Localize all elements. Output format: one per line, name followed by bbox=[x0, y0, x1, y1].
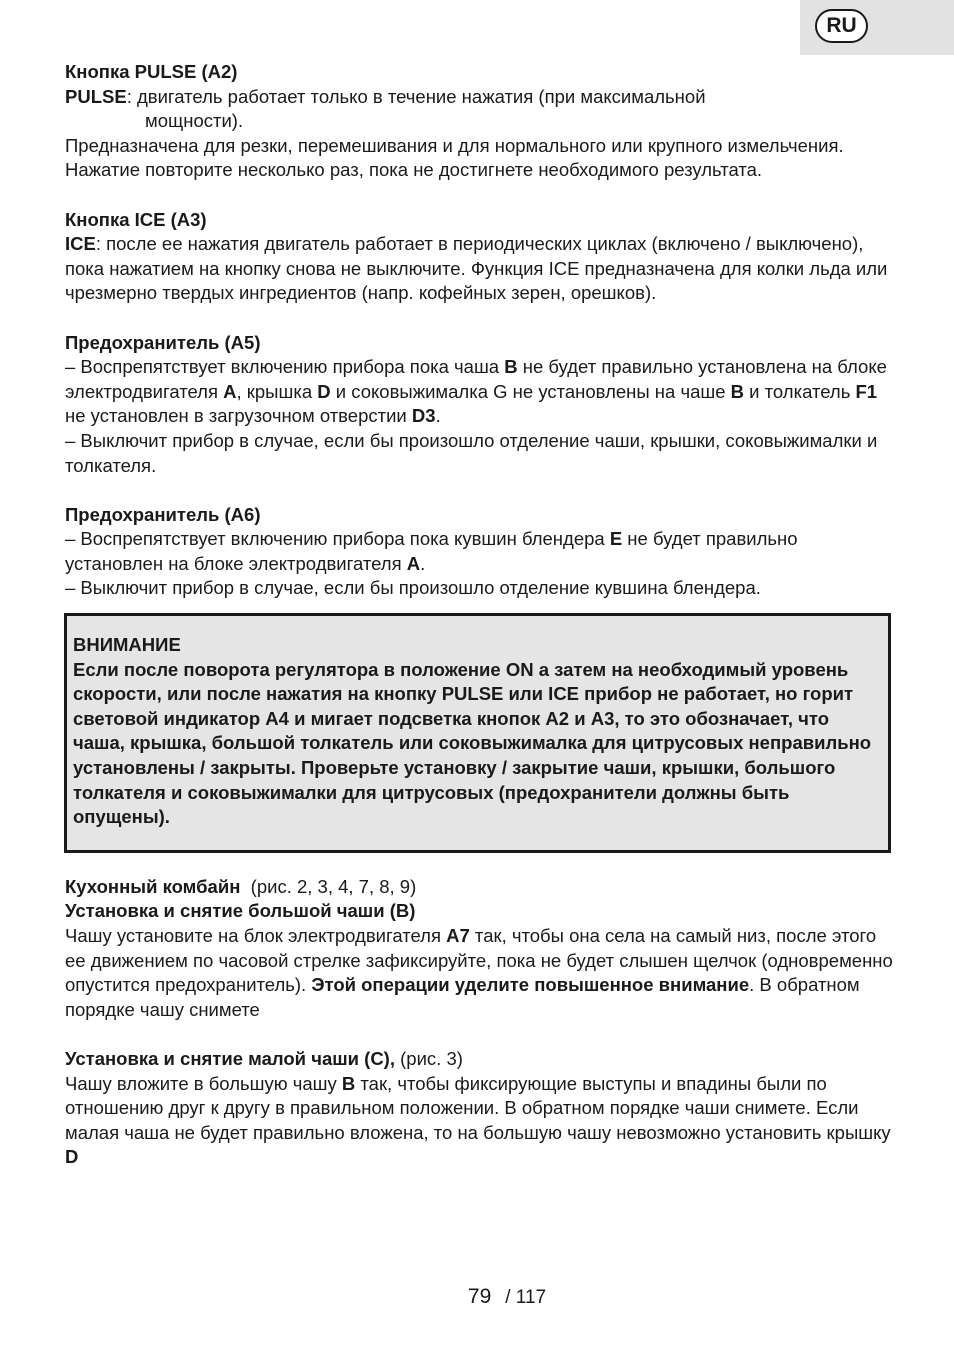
fuse-a5-line1: – Воспрепятствует включению прибора пока чаша B не будет правильно установлена на блоке электродвигателя A, крышка D и соковыжималка G не установлены на чаше B и толкатель F1 не установлен в загрузочном отверстии D3. bbox=[65, 356, 887, 427]
warning-title: ВНИМАНИЕ bbox=[73, 634, 181, 656]
page-content bbox=[65, 60, 895, 1170]
language-tab bbox=[800, 0, 954, 55]
page-total: / 117 bbox=[505, 1287, 547, 1308]
pulse-lead-continued: мощности). bbox=[145, 110, 244, 132]
pulse-heading: Кнопка PULSE (A2) bbox=[65, 61, 238, 82]
processor-heading: Кухонный комбайн (рис. 2, 3, 4, 7, 8, 9) bbox=[65, 875, 417, 897]
small-bowl-heading: Установка и снятие малой чаши (C), (рис. 3) bbox=[65, 1047, 463, 1069]
fuse-a6-line1: – Воспрепятствует включению прибора пока кувшин блендера E не будет правильно установлен на блоке электродвигателя A. bbox=[65, 528, 798, 574]
warning-box bbox=[64, 613, 891, 853]
warning-text: Если после поворота регулятора в положение ON а затем на необходимый уровень скорости, или после нажатия на кнопку PULSE или ICE прибор не работает, но горит световой индикатор A4 и мигает подсветка кнопок A2 и A3, то это обозначает, что чаша, крышка, большой толкатель или соковыжималка для цитрусовых неправильно установлены / закрыты. Проверьте установку / закрытие чаши, крышки, большого толкателя и соковыжималки для цитрусовых (предохранители должны быть опущены). bbox=[73, 658, 872, 828]
large-bowl-subheading: Установка и снятие большой чаши (B) bbox=[65, 900, 416, 922]
pulse-body: Предназначена для резки, перемешивания и для нормального или крупного измельчения. Нажатие повторите несколько раз, пока не достигнете необходимого результата. bbox=[65, 134, 844, 181]
page-number: 79 bbox=[467, 1285, 492, 1308]
ice-body: ICE: после ее нажатия двигатель работает в периодических циклах (включено / выключено), пока нажатием на кнопку снова не выключите. Функция ICE предназначена для колки льда или чрезмерно твердых ингредиентов (напр. кофейных зерен, орешков). bbox=[65, 233, 888, 304]
language-badge: RU bbox=[815, 9, 868, 43]
page-footer bbox=[0, 1285, 954, 1311]
ice-heading: Кнопка ICE (A3) bbox=[65, 208, 207, 230]
fuse-a6-heading: Предохранитель (A6) bbox=[65, 503, 261, 525]
fuse-a6-line2: – Выключит прибор в случае, если бы произошло отделение кувшина блендера. bbox=[65, 577, 761, 599]
pulse-lead: PULSE: двигатель работает только в течение нажатия (при максимальной bbox=[65, 85, 706, 107]
fuse-a5-line2: – Выключит прибор в случае, если бы произошло отделение чаши, крышки, соковыжималки и толкателя. bbox=[65, 429, 878, 476]
large-bowl-body: Чашу установите на блок электродвигателя A7 так, чтобы она села на самый низ, после этого ее движением по часовой стрелке зафиксируйте, пока не будет слышен щелчок (одновременно опустится предохранитель). Этой операции уделите повышенное внимание. В обратном порядке чашу снимете bbox=[65, 925, 893, 1020]
fuse-a5-heading: Предохранитель (A5) bbox=[65, 331, 261, 353]
small-bowl-body: Чашу вложите в большую чашу B так, чтобы фиксирующие выступы и впадины были по отношению друг к другу в правильном положении. В обратном порядке чаши снимете. Если малая чаша не будет правильно вложена, то на большую чашу невозможно установить крышку D bbox=[65, 1072, 891, 1168]
